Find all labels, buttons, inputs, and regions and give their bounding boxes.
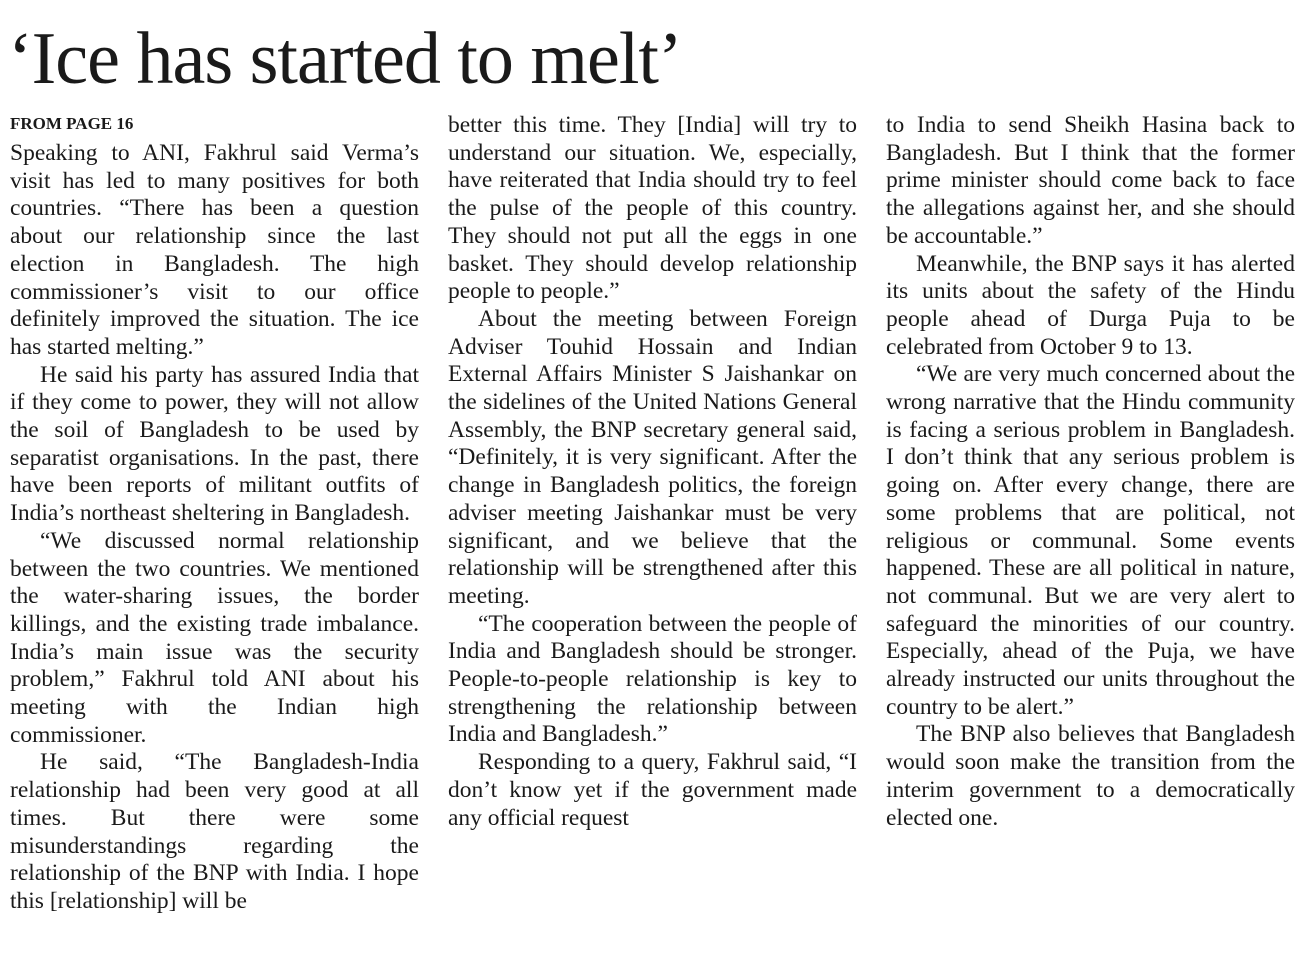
paragraph: He said his party has assured India that if they come to power, they will not allow the soil of Bangladesh to be used by separatist organisations. In the past, there have been reports of militant outfits of India’s northeast sheltering in Bangladesh. [10,361,419,527]
paragraph: Responding to a query, Fakhrul said, “I don’t know yet if the government made any official request [448,749,857,831]
paragraph: Speaking to ANI, Fakhrul said Verma’s visit has led to many positives for both countries. “There has been a question about our relationship since the last election in Bangladesh. The high commissioner’s visit to our office definitely improved the situation. The ice has started melting.” [10,140,419,360]
paragraph: better this time. They [India] will try to understand our situation. We, especially, have reiterated that India should try to feel the pulse of the people of this country. They should not put all the eggs in one basket. They should develop relationship people to people.” [448,112,857,305]
paragraph: “We are very much concerned about the wrong narrative that the Hindu community is facing a serious problem in Bangladesh. I don’t think that any serious problem is going on. After every change, there are some problems that are political, not religious or communal. Some events happened. These are all political in nature, not communal. But we are very alert to safeguard the minorities of our country. Especially, ahead of the Puja, we have already instructed our units throughout the country to be alert.” [886,361,1295,720]
article-column-1 [10,140,419,916]
headline: ‘Ice has started to melt’ [8,18,682,100]
paragraph: He said, “The Bangladesh-India relationship had been very good at all times. But there were some misunderstandings regarding the relationship of the BNP with India. I hope this [relationship] will be [10,749,419,914]
paragraph: to India to send Sheikh Hasina back to Bangladesh. But I think that the former prime minister should come back to face the allegations against her, and she should be accountable.” [886,112,1295,249]
paragraph: About the meeting between Foreign Adviser Touhid Hossain and Indian External Affairs Minister S Jaishankar on the sidelines of the United Nations General Assembly, the BNP secretary general said, “Definitely, it is very significant. After the change in Bangladesh politics, the foreign adviser meeting Jaishankar must be very significant, and we believe that the relationship will be strengthened after this meeting. [448,305,857,609]
paragraph: “We discussed normal relationship between the two countries. We mentioned the water-sharing issues, the border killings, and the existing trade imbalance. India’s main issue was the security problem,” Fakhrul told ANI about his meeting with the Indian high commissioner. [10,527,419,748]
paragraph: Meanwhile, the BNP says it has alerted its units about the safety of the Hindu people ahead of Durga Puja to be celebrated from October 9 to 13. [886,250,1295,360]
article-column-3 [886,112,1295,832]
article-column-2 [448,112,857,832]
continued-from-kicker: FROM PAGE 16 [10,114,134,133]
paragraph: The BNP also believes that Bangladesh would soon make the transition from the interim government to a democratically elected one. [886,721,1295,831]
paragraph: “The cooperation between the people of India and Bangladesh should be stronger. People-to-people relationship is key to strengthening the relationship between India and Bangladesh.” [448,610,857,748]
